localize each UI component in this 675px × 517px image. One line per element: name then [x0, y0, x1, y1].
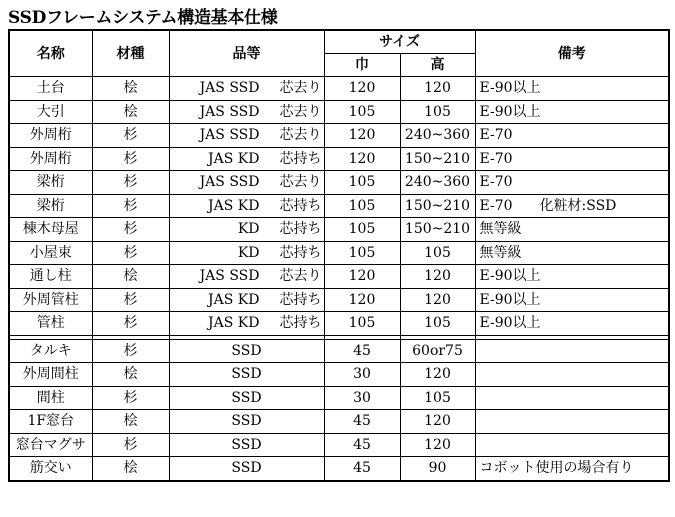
cell-width: 105 — [324, 241, 400, 265]
cell-width: 105 — [324, 218, 400, 242]
core-label: 芯持ち — [279, 221, 322, 238]
cell-grade — [169, 147, 324, 171]
cell-height: 105 — [400, 241, 475, 265]
grade-label: JAS SSD — [199, 268, 260, 285]
cell-grade: SSD — [169, 363, 324, 387]
core-label: 芯持ち — [279, 244, 322, 261]
cell-material: 桧 — [92, 410, 169, 434]
cell-height: 150~210 — [400, 147, 475, 171]
cell-remarks — [475, 433, 669, 457]
table-row — [9, 339, 669, 363]
remarks-label: E-90以上 — [479, 315, 541, 332]
cell-material: 杉 — [92, 241, 169, 265]
header-width: 巾 — [324, 54, 400, 77]
cell-width: 30 — [324, 386, 400, 410]
cell-remarks — [475, 363, 669, 387]
document-title: SSDフレームシステム構造基本仕様 — [8, 8, 278, 28]
spec-table — [8, 29, 670, 482]
cell-height: 105 — [400, 312, 475, 336]
core-label: 芯持ち — [279, 291, 322, 308]
table-row — [9, 386, 669, 410]
cell-material: 杉 — [92, 194, 169, 218]
cell-grade: SSD — [169, 457, 324, 481]
cell-name: 通し柱 — [9, 265, 92, 289]
cell-grade: SSD — [169, 386, 324, 410]
cell-remarks — [475, 241, 669, 265]
cell-remarks: コボット使用の場合有り — [475, 457, 669, 481]
core-label: 芯去り — [279, 80, 322, 97]
cell-name: 梁桁 — [9, 194, 92, 218]
cell-height: 105 — [400, 386, 475, 410]
grade-label: KD — [237, 244, 260, 261]
cell-height: 120 — [400, 77, 475, 101]
remarks-label: E-90以上 — [479, 103, 541, 120]
core-label: 芯去り — [279, 268, 322, 285]
cell-grade — [169, 288, 324, 312]
cell-name: 外周管柱 — [9, 288, 92, 312]
remarks-label: E-90以上 — [479, 80, 541, 97]
cell-name: 間柱 — [9, 386, 92, 410]
grade-label: JAS KD — [208, 291, 260, 308]
cell-material: 杉 — [92, 386, 169, 410]
cell-name: タルキ — [9, 339, 92, 363]
cell-width: 120 — [324, 288, 400, 312]
cell-name: 梁桁 — [9, 171, 92, 195]
cell-remarks — [475, 386, 669, 410]
grade-label: KD — [237, 221, 260, 238]
cell-grade: SSD — [169, 410, 324, 434]
core-label: 芯持ち — [279, 315, 322, 332]
core-label: 芯去り — [279, 127, 322, 144]
cell-name: 外周桁 — [9, 124, 92, 148]
cell-remarks — [475, 312, 669, 336]
table-row — [9, 363, 669, 387]
cell-remarks — [475, 288, 669, 312]
cell-width: 105 — [324, 100, 400, 124]
cell-height: 120 — [400, 265, 475, 289]
cell-width: 45 — [324, 457, 400, 481]
cell-height: 150~210 — [400, 194, 475, 218]
cell-remarks — [475, 339, 669, 363]
cell-material: 杉 — [92, 147, 169, 171]
cell-width: 45 — [324, 410, 400, 434]
cell-grade — [169, 312, 324, 336]
table-row — [9, 194, 669, 218]
remarks-label: E-70 — [479, 174, 513, 191]
grade-label: JAS SSD — [199, 127, 260, 144]
table-row — [9, 288, 669, 312]
cell-material: 桧 — [92, 100, 169, 124]
table-row — [9, 171, 669, 195]
table-row — [9, 218, 669, 242]
cell-grade — [169, 194, 324, 218]
core-label: 芯持ち — [279, 150, 322, 167]
grade-label: JAS SSD — [199, 174, 260, 191]
cell-name: 筋交い — [9, 457, 92, 481]
header-material: 材種 — [92, 30, 169, 77]
remarks-label: E-90以上 — [479, 268, 541, 285]
cell-height: 120 — [400, 410, 475, 434]
cell-material: 杉 — [92, 433, 169, 457]
cell-name: 外周桁 — [9, 147, 92, 171]
cell-material: 杉 — [92, 171, 169, 195]
remarks-extra: 化粧材:SSD — [539, 197, 617, 214]
cell-name: 棟木母屋 — [9, 218, 92, 242]
table-row — [9, 312, 669, 336]
grade-label: JAS KD — [208, 315, 260, 332]
header-grade: 品等 — [169, 30, 324, 77]
cell-width: 45 — [324, 339, 400, 363]
header-height: 高 — [400, 54, 475, 77]
cell-width: 45 — [324, 433, 400, 457]
cell-remarks — [475, 171, 669, 195]
cell-width: 105 — [324, 194, 400, 218]
core-label: 芯去り — [279, 174, 322, 191]
cell-remarks — [475, 410, 669, 434]
cell-width: 120 — [324, 147, 400, 171]
core-label: 芯去り — [279, 103, 322, 120]
cell-material: 杉 — [92, 218, 169, 242]
grade-label: JAS KD — [208, 150, 260, 167]
cell-material: 桧 — [92, 457, 169, 481]
header-remarks: 備考 — [475, 30, 669, 77]
cell-grade: SSD — [169, 339, 324, 363]
cell-material: 桧 — [92, 265, 169, 289]
cell-grade — [169, 218, 324, 242]
cell-remarks — [475, 100, 669, 124]
cell-height: 60or75 — [400, 339, 475, 363]
table-row — [9, 241, 669, 265]
cell-name: 大引 — [9, 100, 92, 124]
cell-remarks — [475, 124, 669, 148]
table-row — [9, 410, 669, 434]
table-row — [9, 147, 669, 171]
cell-width: 120 — [324, 77, 400, 101]
cell-height: 150~210 — [400, 218, 475, 242]
cell-height: 105 — [400, 100, 475, 124]
core-label: 芯持ち — [279, 197, 322, 214]
cell-material: 杉 — [92, 312, 169, 336]
cell-width: 105 — [324, 171, 400, 195]
table-body — [9, 77, 669, 481]
cell-grade — [169, 100, 324, 124]
cell-remarks — [475, 194, 669, 218]
remarks-label: E-70 — [479, 197, 513, 214]
table-row — [9, 457, 669, 481]
cell-height: 240~360 — [400, 124, 475, 148]
cell-width: 30 — [324, 363, 400, 387]
header-size: サイズ — [324, 30, 475, 54]
table-row — [9, 433, 669, 457]
remarks-label: E-90以上 — [479, 291, 541, 308]
cell-width: 120 — [324, 124, 400, 148]
cell-name: 1F窓台 — [9, 410, 92, 434]
grade-label: JAS SSD — [199, 80, 260, 97]
grade-label: JAS KD — [208, 197, 260, 214]
cell-material: 桧 — [92, 363, 169, 387]
cell-remarks — [475, 147, 669, 171]
cell-grade — [169, 171, 324, 195]
remarks-label: 無等級 — [479, 244, 522, 261]
cell-width: 120 — [324, 265, 400, 289]
cell-remarks — [475, 265, 669, 289]
remarks-label: E-70 — [479, 127, 513, 144]
cell-name: 土台 — [9, 77, 92, 101]
cell-height: 240~360 — [400, 171, 475, 195]
cell-material: 杉 — [92, 288, 169, 312]
cell-height: 120 — [400, 363, 475, 387]
remarks-label: E-70 — [479, 150, 513, 167]
cell-grade — [169, 265, 324, 289]
cell-grade: SSD — [169, 433, 324, 457]
cell-width: 105 — [324, 312, 400, 336]
cell-grade — [169, 241, 324, 265]
table-row — [9, 77, 669, 101]
cell-name: 小屋束 — [9, 241, 92, 265]
header-name: 名称 — [9, 30, 92, 77]
cell-remarks — [475, 218, 669, 242]
grade-label: JAS SSD — [199, 103, 260, 120]
table-row — [9, 100, 669, 124]
cell-name: 外周間柱 — [9, 363, 92, 387]
table-row — [9, 124, 669, 148]
cell-name: 窓台マグサ — [9, 433, 92, 457]
remarks-label: 無等級 — [479, 221, 522, 238]
table-row — [9, 265, 669, 289]
cell-name: 管柱 — [9, 312, 92, 336]
cell-height: 120 — [400, 433, 475, 457]
cell-grade — [169, 77, 324, 101]
cell-grade — [169, 124, 324, 148]
cell-height: 90 — [400, 457, 475, 481]
cell-height: 120 — [400, 288, 475, 312]
cell-material: 杉 — [92, 339, 169, 363]
cell-remarks — [475, 77, 669, 101]
cell-material: 桧 — [92, 77, 169, 101]
cell-material: 杉 — [92, 124, 169, 148]
